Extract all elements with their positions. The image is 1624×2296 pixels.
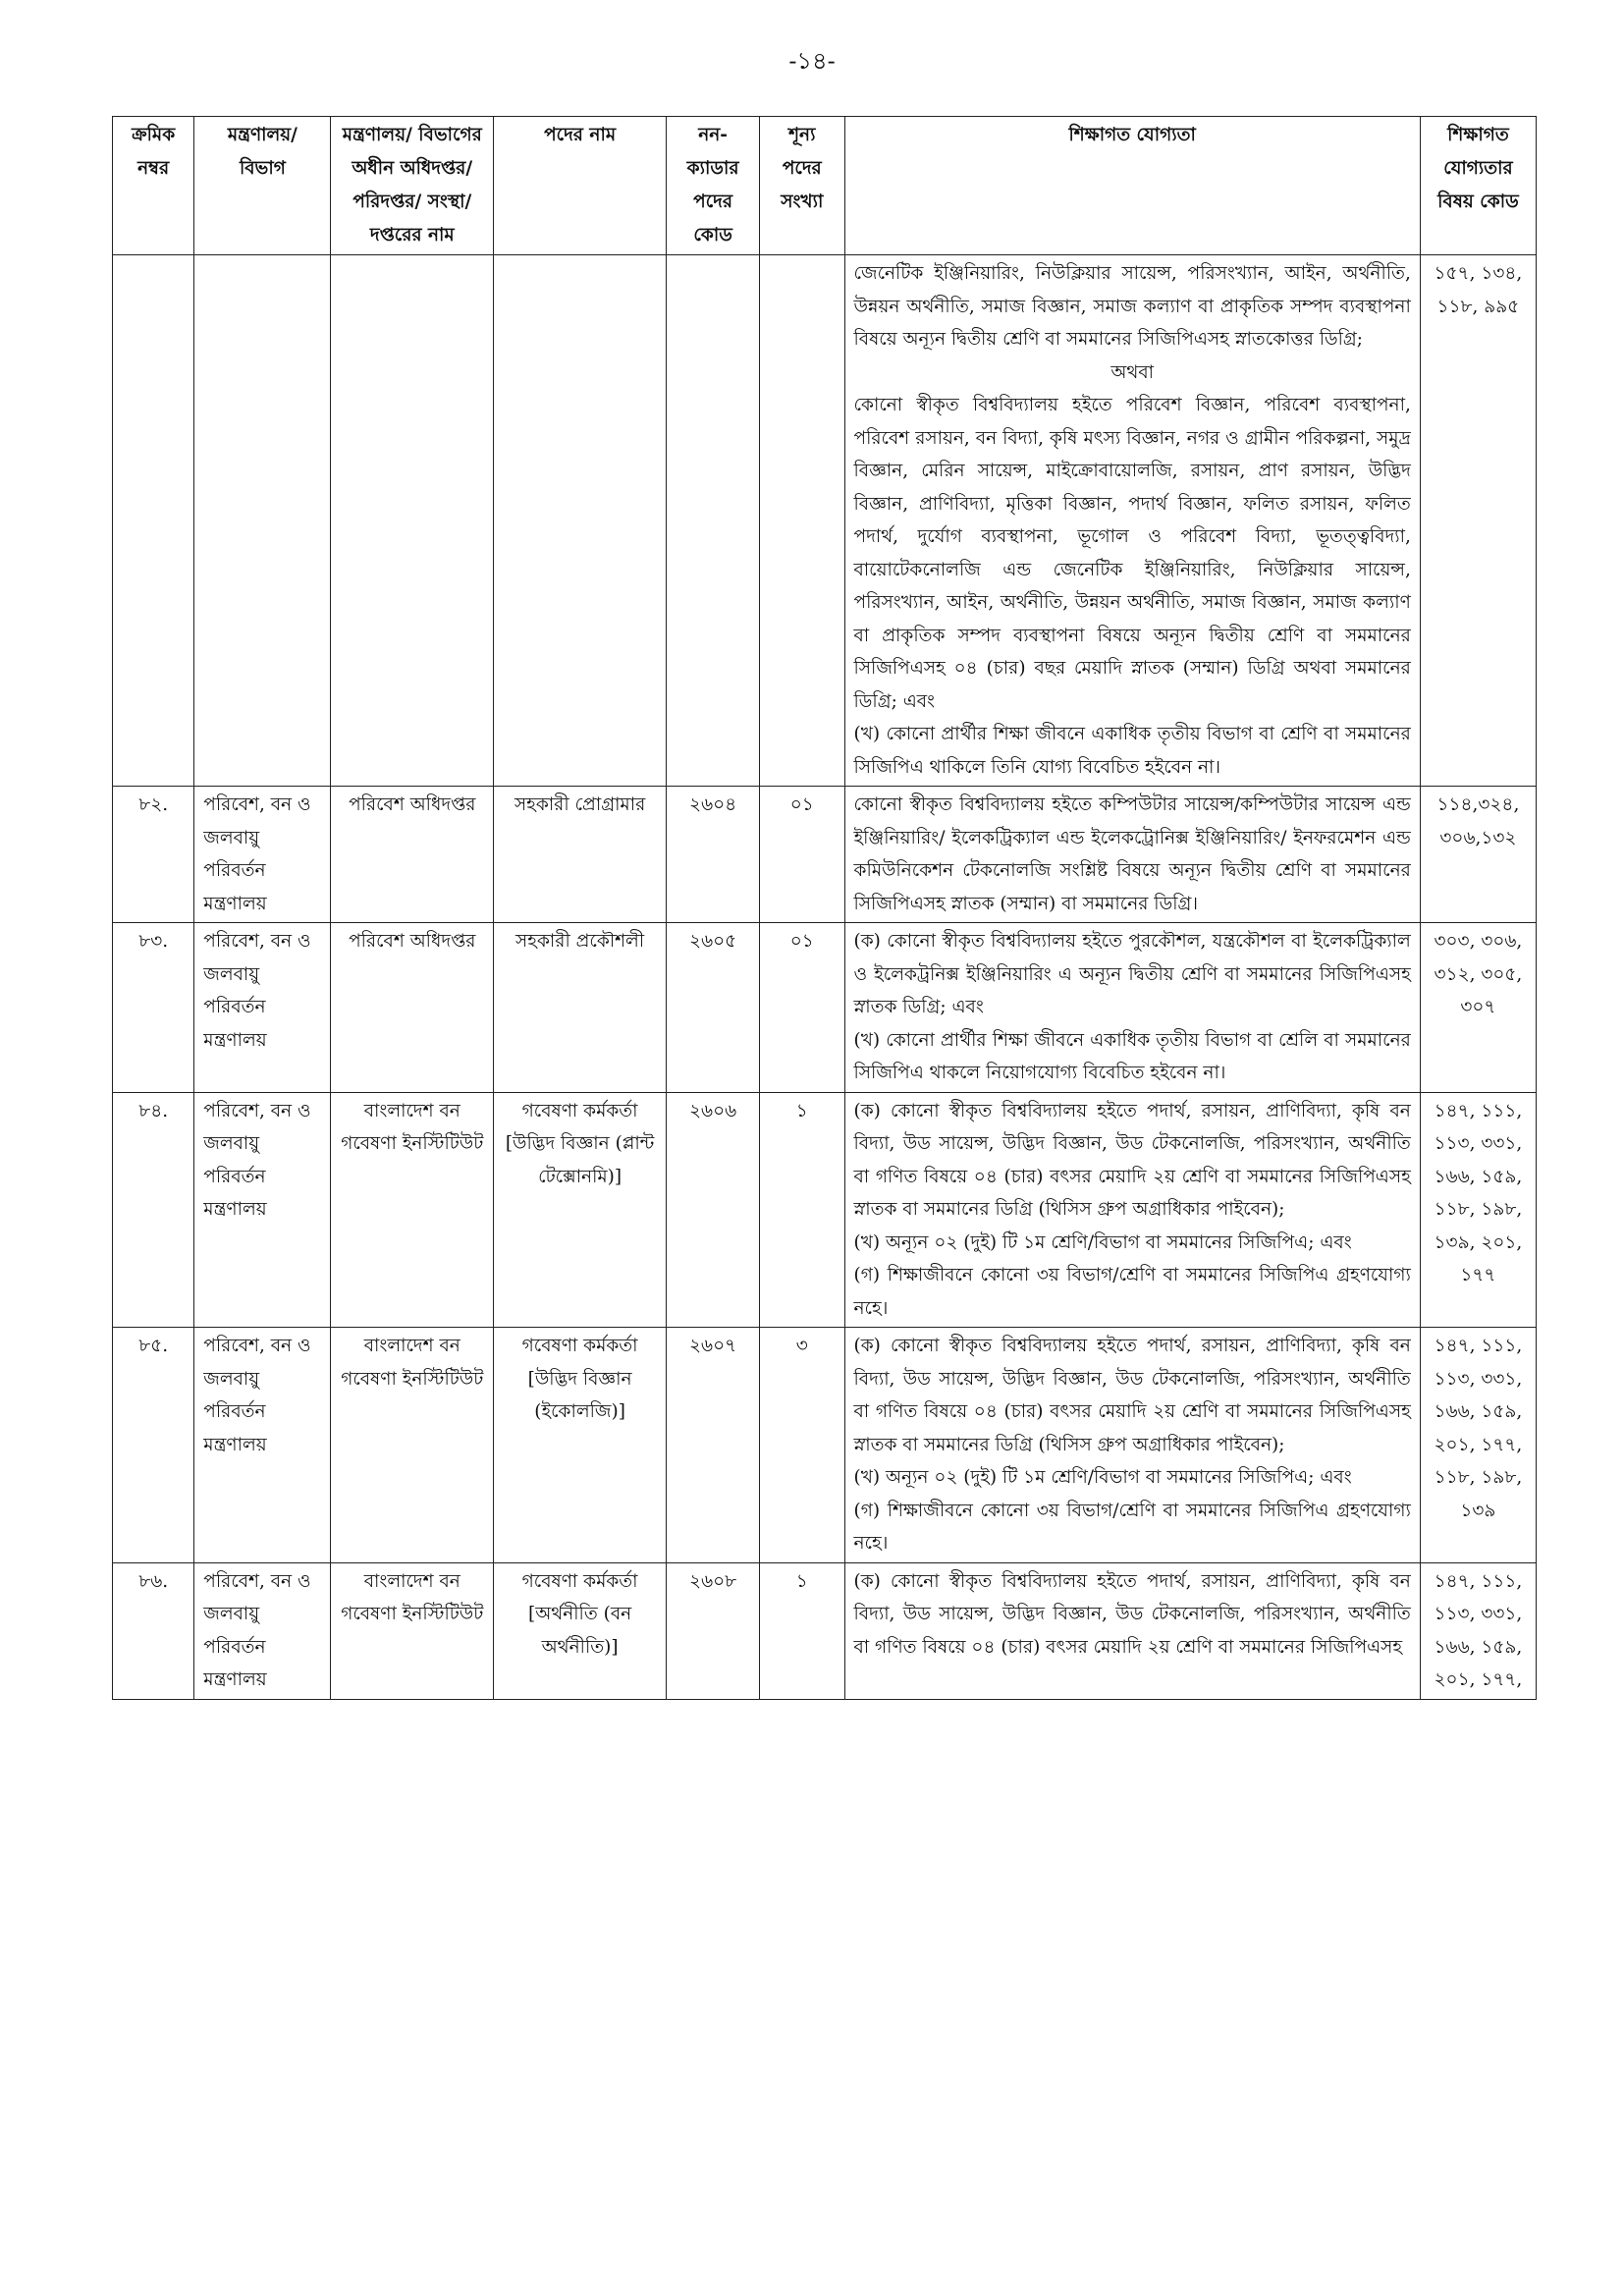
qualification-cell: [844, 255, 1420, 787]
ministry-cell: [194, 255, 331, 787]
vacancy-cell: ৩: [760, 1328, 844, 1563]
header-subject-code: শিক্ষাগত যোগ্যতার বিষয় কোড: [1420, 117, 1536, 255]
vacancy-table: [112, 116, 1537, 1700]
department-cell: বাংলাদেশ বন গবেষণা ইনস্টিটিউট: [331, 1328, 494, 1563]
header-department: মন্ত্রণালয়/ বিভাগের অধীন অধিদপ্তর/ পরিদপ্তর/ সংস্থা/ দপ্তরের নাম: [331, 117, 494, 255]
department-cell: বাংলাদেশ বন গবেষণা ইনস্টিটিউট: [331, 1562, 494, 1699]
table-row-82: [113, 787, 1537, 923]
code-cell: ২৬০৫: [667, 923, 760, 1093]
subject-code-cell: ১৫৭, ১৩৪, ১১৮, ৯৯৫: [1420, 255, 1536, 787]
department-cell: পরিবেশ অধিদপ্তর: [331, 787, 494, 923]
vacancy-cell: ১: [760, 1562, 844, 1699]
header-post: পদের নাম: [494, 117, 667, 255]
subject-code-cell: ১১৪,৩২৪, ৩০৬,১৩২: [1420, 787, 1536, 923]
serial-cell: ৮৬.: [113, 1562, 194, 1699]
vacancy-cell: [760, 255, 844, 787]
qualification-line: জেনেটিক ইঞ্জিনিয়ারিং, নিউক্লিয়ার সায়েন্স, পরিসংখ্যান, আইন, অর্থনীতি, উন্নয়ন অর্থনীতি, সমাজ বিজ্ঞান, সমাজ কল্যাণ বা প্রাকৃতিক সম্পদ ব্যবস্থাপনা বিষয়ে অন্যূন দ্বিতীয় শ্রেণি বা সমমানের সিজিপিএসহ স্নাতকোত্তর ডিগ্রি;: [853, 263, 1411, 350]
qualification-line: (ক) কোনো স্বীকৃত বিশ্ববিদ্যালয় হইতে পুরকৌশল, যন্ত্রকৌশল বা ইলেকট্রিক্যাল ও ইলেকট্রনিক্স ইঞ্জিনিয়ারিং এ অন্যূন দ্বিতীয় শ্রেণি বা সমমানের সিজিপিএসহ স্নাতক ডিগ্রি; এবং: [853, 931, 1411, 1017]
header-vacancy: শূন্য পদের সংখ্যা: [760, 117, 844, 255]
ministry-cell: পরিবেশ, বন ও জলবায়ু পরিবর্তন মন্ত্রণালয়: [194, 1092, 331, 1328]
qualification-line: (গ) শিক্ষাজীবনে কোনো ৩য় বিভাগ/শ্রেণি বা সমমানের সিজিপিএ গ্রহণযোগ্য নহে।: [853, 1500, 1411, 1554]
qualification-line: (খ) কোনো প্রার্থীর শিক্ষা জীবনে একাধিক তৃতীয় বিভাগ বা শ্রেণি বা সমমানের সিজিপিএ থাকিলে তিনি যোগ্য বিবেচিত হইবেন না।: [853, 724, 1411, 778]
subject-code-cell: ১৪৭, ১১১, ১১৩, ৩৩১, ১৬৬, ১৫৯, ১১৮, ১৯৮, ১৩৯, ২০১, ১৭৭: [1420, 1092, 1536, 1328]
subject-code-cell: ৩০৩, ৩০৬, ৩১২, ৩০৫, ৩০৭: [1420, 923, 1536, 1093]
qualification-line: (ক) কোনো স্বীকৃত বিশ্ববিদ্যালয় হইতে পদার্থ, রসায়ন, প্রাণিবিদ্যা, কৃষি বন বিদ্যা, উড সায়েন্স, উদ্ভিদ বিজ্ঞান, উড টেকনোলজি, পরিসংখ্যান, অর্থনীতি বা গণিত বিষয়ে ০৪ (চার) বৎসর মেয়াদি ২য় শ্রেণি বা সমমানের সিজিপিএসহ স্নাতক বা সমমানের ডিগ্রি (থিসিস গ্রুপ অগ্রাধিকার পাইবেন);: [853, 1336, 1411, 1455]
table-row-83: [113, 923, 1537, 1093]
qualification-cell: [844, 1328, 1420, 1563]
table-row-84: [113, 1092, 1537, 1328]
qualification-line: (গ) শিক্ষাজীবনে কোনো ৩য় বিভাগ/শ্রেণি বা সমমানের সিজিপিএ গ্রহণযোগ্য নহে।: [853, 1265, 1411, 1319]
table-row-continued: [113, 255, 1537, 787]
serial-cell: ৮৪.: [113, 1092, 194, 1328]
ministry-cell: পরিবেশ, বন ও জলবায়ু পরিবর্তন মন্ত্রণালয়: [194, 1328, 331, 1563]
qualification-line: (খ) কোনো প্রার্থীর শিক্ষা জীবনে একাধিক তৃতীয় বিভাগ বা শ্রেলি বা সমমানের সিজিপিএ থাকলে নিয়োগযোগ্য বিবেচিত হইবেন না।: [853, 1029, 1411, 1083]
qualification-cell: [844, 1092, 1420, 1328]
post-cell: সহকারী প্রোগ্রামার: [494, 787, 667, 923]
qualification-line: (খ) অন্যূন ০২ (দুই) টি ১ম শ্রেণি/বিভাগ বা সমমানের সিজিপিএ; এবং: [853, 1231, 1352, 1253]
qualification-line: (ক) কোনো স্বীকৃত বিশ্ববিদ্যালয় হইতে পদার্থ, রসায়ন, প্রাণিবিদ্যা, কৃষি বন বিদ্যা, উড সায়েন্স, উদ্ভিদ বিজ্ঞান, উড টেকনোলজি, পরিসংখ্যান, অর্থনীতি বা গণিত বিষয়ে ০৪ (চার) বৎসর মেয়াদি ২য় শ্রেণি বা সমমানের সিজিপিএসহ স্নাতক বা সমমানের ডিগ্রি (থিসিস গ্রুপ অগ্রাধিকার পাইবেন);: [853, 1100, 1411, 1220]
table-row-85: [113, 1328, 1537, 1563]
code-cell: [667, 255, 760, 787]
post-cell: সহকারী প্রকৌশলী: [494, 923, 667, 1093]
qualification-line: কোনো স্বীকৃত বিশ্ববিদ্যালয় হইতে পরিবেশ বিজ্ঞান, পরিবেশ ব্যবস্থাপনা, পরিবেশ রসায়ন, বন বিদ্যা, কৃষি মৎস্য বিজ্ঞান, নগর ও গ্রামীন পরিকল্পনা, সমুদ্র বিজ্ঞান, মেরিন সায়েন্স, মাইক্রোবায়োলজি, রসায়ন, প্রাণ রসায়ন, উদ্ভিদ বিজ্ঞান, প্রাণিবিদ্যা, মৃত্তিকা বিজ্ঞান, পদার্থ বিজ্ঞান, ফলিত রসায়ন, ফলিত পদার্থ, দুর্যোগ ব্যবস্থাপনা, ভূগোল ও পরিবেশ বিদ্যা, ভূতত্ত্ববিদ্যা, বায়োটেকনোলজি এন্ড জেনেটিক ইঞ্জিনিয়ারিং, নিউক্লিয়ার সায়েন্স, পরিসংখ্যান, আইন, অর্থনীতি, উন্নয়ন অর্থনীতি, সমাজ বিজ্ঞান, সমাজ কল্যাণ বা প্রাকৃতিক সম্পদ ব্যবস্থাপনা বিষয়ে অন্যূন দ্বিতীয় শ্রেণি বা সমমানের সিজিপিএসহ ০৪ (চার) বছর মেয়াদি স্নাতক (সম্মান) ডিগ্রি অথবা সমমানের ডিগ্রি; এবং: [853, 395, 1411, 712]
vacancy-cell: ০১: [760, 923, 844, 1093]
vacancy-cell: ১: [760, 1092, 844, 1328]
post-cell: [494, 255, 667, 787]
code-cell: ২৬০৭: [667, 1328, 760, 1563]
header-serial: ক্রমিক নম্বর: [113, 117, 194, 255]
department-cell: বাংলাদেশ বন গবেষণা ইনস্টিটিউট: [331, 1092, 494, 1328]
serial-cell: ৮৩.: [113, 923, 194, 1093]
serial-cell: ৮৫.: [113, 1328, 194, 1563]
post-cell: গবেষণা কর্মকর্তা [উদ্ভিদ বিজ্ঞান (ইকোলজি)]: [494, 1328, 667, 1563]
qualification-cell: [844, 1562, 1420, 1699]
subject-code-cell: ১৪৭, ১১১, ১১৩, ৩৩১, ১৬৬, ১৫৯, ২০১, ১৭৭,: [1420, 1562, 1536, 1699]
qualification-line: (ক) কোনো স্বীকৃত বিশ্ববিদ্যালয় হইতে পদার্থ, রসায়ন, প্রাণিবিদ্যা, কৃষি বন বিদ্যা, উড সায়েন্স, উদ্ভিদ বিজ্ঞান, উড টেকনোলজি, পরিসংখ্যান, অর্থনীতি বা গণিত বিষয়ে ০৪ (চার) বৎসর মেয়াদি ২য় শ্রেণি বা সমমানের সিজিপিএসহ: [853, 1570, 1411, 1658]
code-cell: ২৬০৬: [667, 1092, 760, 1328]
code-cell: ২৬০৪: [667, 787, 760, 923]
qualification-line: (খ) অন্যূন ০২ (দুই) টি ১ম শ্রেণি/বিভাগ বা সমমানের সিজিপিএ; এবং: [853, 1467, 1352, 1488]
qualification-cell: [844, 923, 1420, 1093]
code-cell: ২৬০৮: [667, 1562, 760, 1699]
ministry-cell: পরিবেশ, বন ও জলবায়ু পরিবর্তন মন্ত্রণালয়: [194, 923, 331, 1093]
serial-cell: ৮২.: [113, 787, 194, 923]
department-cell: [331, 255, 494, 787]
header-qualification: শিক্ষাগত যোগ্যতা: [844, 117, 1420, 255]
header-code: নন-ক্যাডার পদের কোড: [667, 117, 760, 255]
ministry-cell: পরিবেশ, বন ও জলবায়ু পরিবর্তন মন্ত্রণালয়: [194, 1562, 331, 1699]
table-row-86: [113, 1562, 1537, 1699]
department-cell: পরিবেশ অধিদপ্তর: [331, 923, 494, 1093]
page-number: -১৪-: [788, 47, 836, 75]
qualification-or: অথবা: [1110, 361, 1154, 383]
serial-cell: [113, 255, 194, 787]
qualification-cell: [844, 787, 1420, 923]
subject-code-cell: ১৪৭, ১১১, ১১৩, ৩৩১, ১৬৬, ১৫৯, ২০১, ১৭৭, ১১৮, ১৯৮, ১৩৯: [1420, 1328, 1536, 1563]
post-cell: গবেষণা কর্মকর্তা [অর্থনীতি (বন অর্থনীতি)]: [494, 1562, 667, 1699]
ministry-cell: পরিবেশ, বন ও জলবায়ু পরিবর্তন মন্ত্রণালয়: [194, 787, 331, 923]
header-row: [113, 117, 1537, 255]
vacancy-cell: ০১: [760, 787, 844, 923]
post-cell: গবেষণা কর্মকর্তা [উদ্ভিদ বিজ্ঞান (প্লান্ট টেক্সোনমি)]: [494, 1092, 667, 1328]
qualification-line: কোনো স্বীকৃত বিশ্ববিদ্যালয় হইতে কম্পিউটার সায়েন্স/কম্পিউটার সায়েন্স এন্ড ইঞ্জিনিয়ারিং/ ইলেকট্রিক্যাল এন্ড ইলেকট্রোনিক্স ইঞ্জিনিয়ারিং/ ইনফরমেশন এন্ড কমিউনিকেশন টেকনোলজি সংশ্লিষ্ট বিষয়ে অন্যূন দ্বিতীয় শ্রেণি বা সমমানের সিজিপিএসহ স্নাতক (সম্মান) বা সমমানের ডিগ্রি।: [853, 794, 1411, 914]
header-ministry: মন্ত্রণালয়/ বিভাগ: [194, 117, 331, 255]
